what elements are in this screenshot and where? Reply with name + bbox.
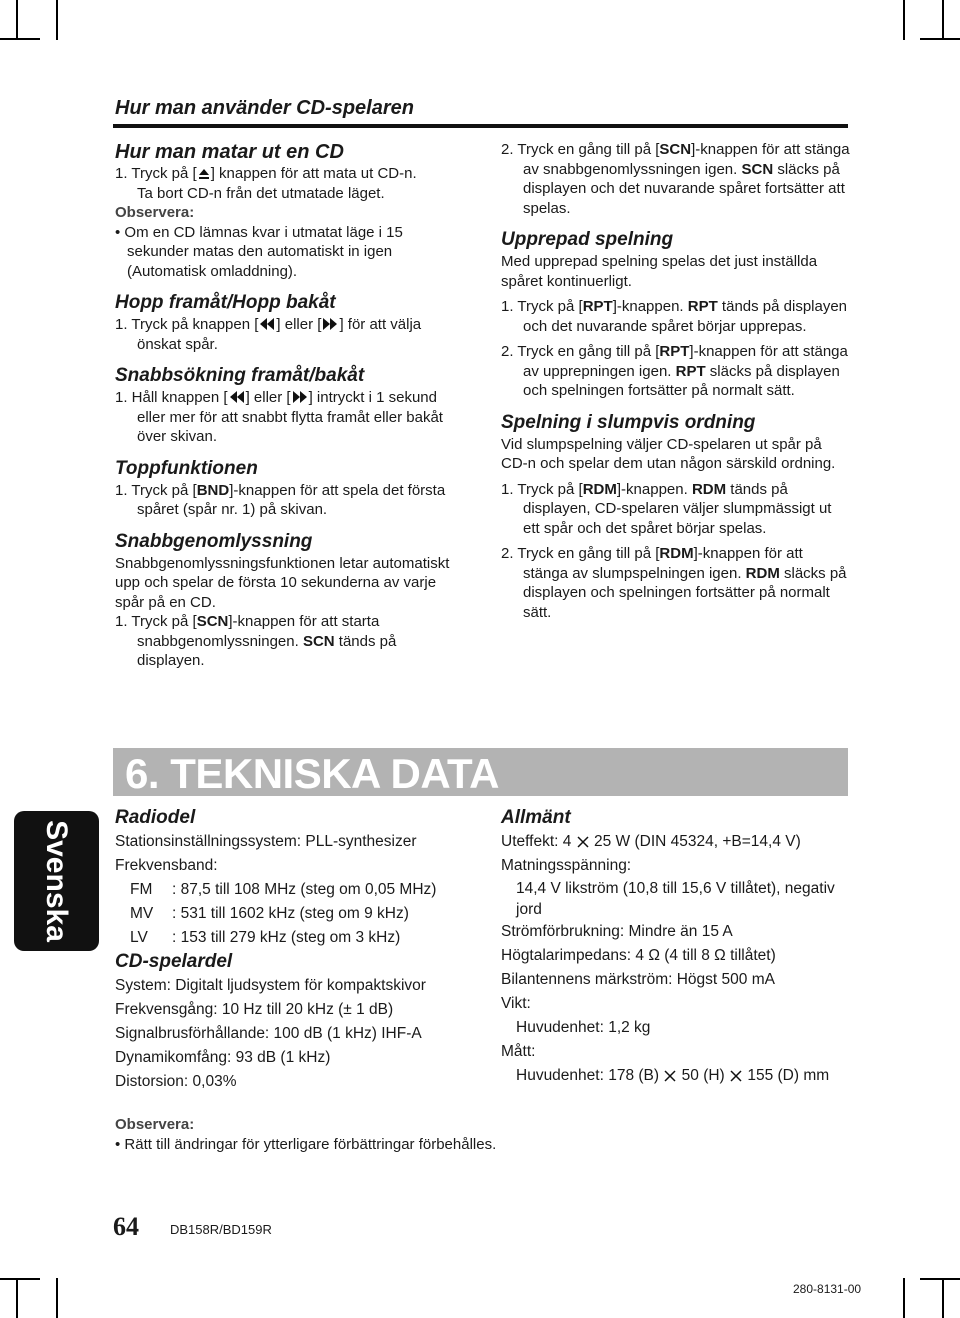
header-rule <box>113 124 848 128</box>
band-row: MV : 531 till 1602 kHz (steg om 9 kHz) <box>130 905 409 922</box>
specs-right <box>501 806 851 1088</box>
skip-forward-icon <box>322 317 338 331</box>
random-step-2: 2. Tryck en gång till på [RDM]-knappen för att stänga av slumpspelningen igen. RDM släcks på displayen och spelningen fortsätter på normalt sätt. <box>501 545 847 621</box>
multiply-icon <box>730 1070 742 1082</box>
crop-mark <box>56 1278 58 1318</box>
general-impedance: Högtalarimpedans: 4 Ω (4 till 8 Ω tillåtet) <box>501 947 776 964</box>
section-title: 6. TEKNISKA DATA <box>125 750 499 797</box>
band-row: FM : 87,5 till 108 MHz (steg om 0,05 MHz) <box>130 881 437 898</box>
page-header-title: Hur man använder CD-spelaren <box>115 97 414 119</box>
scan-intro: Snabbgenomlyssningsfunktionen letar automatiskt upp och spelar de första 10 sekunderna av varje spår på en CD. <box>115 554 450 611</box>
document-code: 280-8131-00 <box>793 1282 862 1296</box>
crop-mark <box>942 1278 944 1318</box>
general-supply-value: 14,4 V likström (10,8 till 15,6 V tillåtet), negativ jord <box>516 880 835 918</box>
crop-mark <box>942 0 944 40</box>
cd-line: Frekvensgång: 10 Hz till 20 kHz (± 1 dB) <box>115 1001 394 1018</box>
cd-line: System: Digitalt ljudsystem för kompaktskivor <box>115 977 426 994</box>
skip-back-icon <box>259 317 275 331</box>
general-current: Strömförbrukning: Mindre än 15 A <box>501 923 733 940</box>
skip-back-icon <box>229 390 245 404</box>
right-column <box>501 140 851 622</box>
cd-heading: CD-spelardel <box>115 951 233 972</box>
page-number: 64 <box>113 1212 139 1241</box>
skip-forward-icon <box>292 390 308 404</box>
skip-step-1: 1. Tryck på knappen [ ] eller [ ] för att välja önskat spår. <box>115 316 422 353</box>
bottom-note-text: • Rätt till ändringar för ytterligare förbättringar förbehålles. <box>115 1136 497 1153</box>
general-weight-label: Vikt: <box>501 995 531 1012</box>
crop-mark <box>56 0 58 40</box>
left-column <box>115 140 465 671</box>
general-dim-label: Mått: <box>501 1043 536 1060</box>
crop-mark <box>0 1278 40 1280</box>
section-heading-search: Snabbsökning framåt/bakåt <box>115 365 365 386</box>
scan-step-2: 2. Tryck en gång till på [SCN]-knappen för att stänga av snabbgenomlyssningen igen. SCN släcks på displayen och det nuvarande spåret fortsätter att spelas. <box>501 141 850 217</box>
eject-icon <box>198 168 210 180</box>
radio-system: Stationsinställningssystem: PLL-synthesizer <box>115 833 417 850</box>
bottom-note <box>115 1115 496 1155</box>
eject-step-1: 1. Tryck på [ ] knappen för att mata ut CD-n. Ta bort CD-n från det utmatade läget. <box>115 165 417 202</box>
section-heading-eject: Hur man matar ut en CD <box>115 141 344 163</box>
general-dim-value: Huvudenhet: 178 (B) 50 (H) 155 (D) mm <box>516 1067 830 1084</box>
section-heading-scan: Snabbgenomlyssning <box>115 530 313 552</box>
random-intro: Vid slumpspelning väljer CD-spelaren ut spår på CD-n och spelar dem utan någon särskild ordning. <box>501 435 836 472</box>
crop-mark <box>920 1278 960 1280</box>
crop-mark <box>16 0 18 40</box>
repeat-step-2: 2. Tryck en gång till på [RPT]-knappen för att stänga av upprepningen igen. RPT släcks på displayen och spelningen fortsätter på normalt sätt. <box>501 343 848 399</box>
band-row: LV : 153 till 279 kHz (steg om 3 kHz) <box>130 929 401 946</box>
eject-note-label: Observera: <box>115 204 195 221</box>
crop-mark <box>0 38 40 40</box>
language-tab-label: Svenska <box>40 820 73 942</box>
model-number: DB158R/BD159R <box>170 1222 272 1237</box>
section-heading-random: Spelning i slumpvis ordning <box>501 411 756 433</box>
section-heading-skip: Hopp framåt/Hopp bakåt <box>115 292 336 313</box>
cd-line: Dynamikomfång: 93 dB (1 kHz) <box>115 1049 331 1066</box>
general-weight-value: Huvudenhet: 1,2 kg <box>516 1019 651 1036</box>
bottom-note-label: Observera: <box>115 1116 195 1133</box>
crop-mark <box>903 0 905 40</box>
section-heading-repeat: Upprepad spelning <box>501 229 674 250</box>
multiply-icon <box>664 1070 676 1082</box>
multiply-icon <box>577 836 589 848</box>
section-heading-top: Toppfunktionen <box>115 457 258 479</box>
general-output: Uteffekt: 4 25 W (DIN 45324, +B=14,4 V) <box>501 833 801 850</box>
top-step-1: 1. Tryck på [BND]-knappen för att spela det första spåret (spår nr. 1) på skivan. <box>115 481 446 518</box>
language-tab <box>14 811 99 951</box>
crop-mark <box>920 38 960 40</box>
specs-left <box>115 806 465 1094</box>
random-step-1: 1. Tryck på [RDM]-knappen. RDM tänds på displayen, CD-spelaren väljer slumpmässigt ut ett spår och det spåret börjar spelas. <box>501 480 832 537</box>
repeat-intro: Med upprepad spelning spelas det just inställda spåret kontinuerligt. <box>501 253 818 290</box>
crop-mark <box>903 1278 905 1318</box>
search-step-1: 1. Håll knappen [ ] eller [ ] intryckt i 1 sekund eller mer för att snabbt flytta framåt eller bakåt över skivan. <box>115 389 443 445</box>
general-supply-label: Matningsspänning: <box>501 857 632 874</box>
general-antenna: Bilantennens märkström: Högst 500 mA <box>501 971 775 988</box>
radio-heading: Radiodel <box>115 807 196 828</box>
cd-line: Signalbrusförhållande: 100 dB (1 kHz) IHF-A <box>115 1025 422 1042</box>
scan-step-1: 1. Tryck på [SCN]-knappen för att starta snabbgenomlyssningen. SCN tänds på displayen. <box>115 613 397 669</box>
crop-mark <box>16 1278 18 1318</box>
general-heading: Allmänt <box>501 807 571 828</box>
cd-line: Distorsion: 0,03% <box>115 1073 237 1090</box>
radio-band-label: Frekvensband: <box>115 857 218 874</box>
repeat-step-1: 1. Tryck på [RPT]-knappen. RPT tänds på displayen och det nuvarande spåret börjar upprepas. <box>501 298 848 335</box>
eject-note-text: • Om en CD lämnas kvar i utmatat läge i 15 sekunder matas den automatiskt in igen (Automatisk omladdning). <box>115 223 403 280</box>
